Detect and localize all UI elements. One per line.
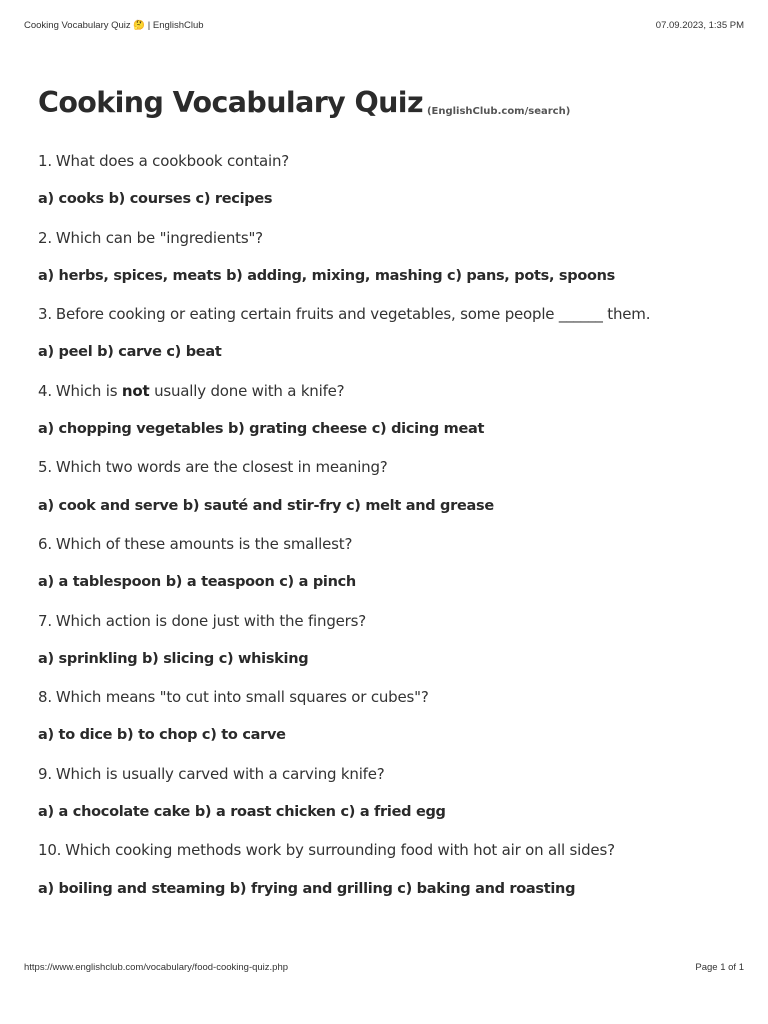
- question-9: [38, 761, 738, 799]
- answer-options-8: a) to dice b) to chop c) to carve: [38, 727, 286, 744]
- question-10: [38, 837, 738, 875]
- question-4: [38, 378, 738, 416]
- answer-options-4: a) chopping vegetables b) grating cheese c) dicing meat: [38, 421, 485, 438]
- question-number: 8.: [38, 688, 52, 707]
- question-number: 10.: [38, 841, 62, 860]
- answer-options-2: a) herbs, spices, meats b) adding, mixing, mashing c) pans, pots, spoons: [38, 267, 616, 284]
- print-header: [24, 20, 744, 31]
- question-number: 6.: [38, 534, 52, 553]
- question-number: 5.: [38, 458, 52, 477]
- question-text-before: Which is: [55, 381, 118, 400]
- answer-options-3: a) peel b) carve c) beat: [38, 344, 222, 361]
- question-text: Which of these amounts is the smallest?: [55, 534, 353, 553]
- question-1: [38, 148, 738, 186]
- answer-options-5: a) cook and serve b) sauté and stir-fry c) melt and grease: [38, 497, 494, 514]
- question-number: 4.: [38, 381, 52, 400]
- quiz-list: [38, 148, 738, 914]
- answer-options-1: a) cooks b) courses c) recipes: [38, 191, 273, 208]
- answer-options-9: a) a chocolate cake b) a roast chicken c) a fried egg: [38, 804, 446, 821]
- page-title: Cooking Vocabulary Quiz: [38, 86, 423, 119]
- question-5: [38, 454, 738, 492]
- print-page-count: Page 1 of 1: [695, 962, 744, 973]
- title-row: [38, 80, 738, 122]
- question-6: [38, 531, 738, 569]
- question-number: 3.: [38, 305, 52, 324]
- question-text: Which action is done just with the fingers?: [55, 611, 367, 630]
- answer-options-6: a) a tablespoon b) a teaspoon c) a pinch: [38, 574, 356, 591]
- answer-options-10: a) boiling and steaming b) frying and grilling c) baking and roasting: [38, 880, 576, 897]
- quiz-content: [38, 80, 738, 914]
- question-text: Which cooking methods work by surrounding food with hot air on all sides?: [65, 841, 615, 860]
- question-number: 2.: [38, 228, 52, 247]
- question-text: Before cooking or eating certain fruits and vegetables, some people ______ them.: [55, 305, 651, 324]
- question-number: 9.: [38, 764, 52, 783]
- question-text-emphasis: not: [121, 381, 150, 400]
- question-number: 1.: [38, 152, 52, 170]
- question-text: Which can be "ingredients"?: [55, 228, 263, 247]
- print-datetime: 07.09.2023, 1:35 PM: [655, 20, 744, 31]
- question-3: [38, 301, 738, 339]
- question-text-after: usually done with a knife?: [154, 381, 345, 400]
- question-text: Which means "to cut into small squares or cubes"?: [55, 688, 429, 707]
- title-source-note: (EnglishClub.com/search): [426, 106, 571, 117]
- answer-options-7: a) sprinkling b) slicing c) whisking: [38, 650, 309, 667]
- question-text: Which two words are the closest in meaning?: [55, 458, 388, 477]
- question-2: [38, 225, 738, 263]
- question-text: Which is usually carved with a carving knife?: [55, 764, 385, 783]
- print-page-title: Cooking Vocabulary Quiz 🤔 | EnglishClub: [24, 20, 204, 31]
- print-url: https://www.englishclub.com/vocabulary/food-cooking-quiz.php: [24, 962, 289, 973]
- question-text: What does a cookbook contain?: [55, 152, 290, 170]
- print-footer: [24, 962, 744, 973]
- question-8: [38, 684, 738, 722]
- question-7: [38, 608, 738, 646]
- question-number: 7.: [38, 611, 52, 630]
